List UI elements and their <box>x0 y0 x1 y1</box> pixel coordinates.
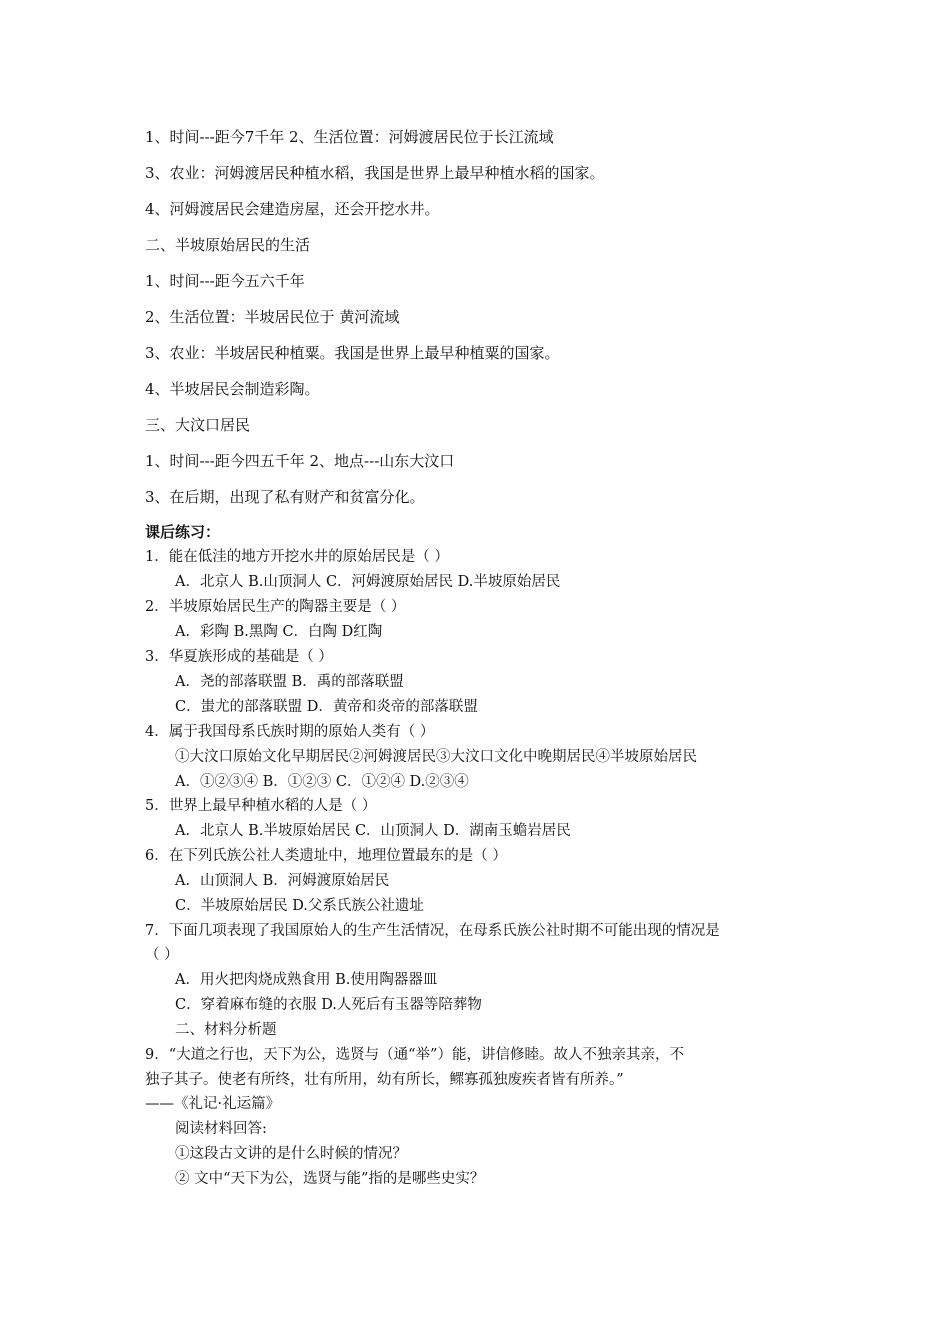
exercises-title: 课后练习： <box>145 523 221 541</box>
section-2-heading: 二、材料分析题 <box>175 1022 277 1038</box>
q1-stem: 1．能在低洼的地方开挖水井的原始居民是（ ） <box>145 549 449 565</box>
q6-options-2: C．半坡原始居民 D.父系氏族公社遗址 <box>175 898 424 914</box>
q4-items: ①大汶口原始文化早期居民②河姆渡居民③大汶口文化中晚期居民④半坡原始居民 <box>175 749 697 765</box>
q9-sub-question-1: ①这段古文讲的是什么时候的情况？ <box>175 1146 407 1162</box>
q9-quote-line-1: 9．“大道之行也，天下为公，选贤与（通“举”）能，讲信修睦。故人不独亲其亲，不 <box>145 1047 684 1063</box>
q3-stem: 3．华夏族形成的基础是（ ） <box>145 649 333 665</box>
banpo-line-1: 1、时间---距今五六千年 <box>145 272 305 290</box>
q9-quote-line-2: 独子其子。使老有所终，壮有所用，幼有所长，鳏寡孤独废疾者皆有所养。” <box>145 1072 624 1088</box>
q9-source: ——《礼记·礼运篇》 <box>145 1096 281 1112</box>
q2-options: A．彩陶 B.黑陶 C．白陶 D红陶 <box>175 624 383 640</box>
q9-sub-question-2: ② 文中“天下为公，选贤与能”指的是哪些史实？ <box>175 1171 485 1187</box>
q1-options: A．北京人 B.山顶洞人 C．河姆渡原始居民 D.半坡原始居民 <box>175 574 561 590</box>
dawenkou-line-1: 1、时间---距今四五千年 2、地点---山东大汶口 <box>145 452 455 470</box>
q3-options-2: C．蚩尤的部落联盟 D．黄帝和炎帝的部落联盟 <box>175 699 478 715</box>
q5-stem: 5．世界上最早种植水稻的人是（ ） <box>145 798 377 814</box>
q2-stem: 2．半坡原始居民生产的陶器主要是（ ） <box>145 599 406 615</box>
banpo-line-3: 3、农业：半坡居民种植粟。我国是世界上最早种植粟的国家。 <box>145 344 560 362</box>
q7-paren: （ ） <box>145 947 179 963</box>
hemudu-line-1: 1、时间---距今7千年 2、生活位置：河姆渡居民位于长江流域 <box>145 128 554 146</box>
q3-options-1: A．尧的部落联盟 B．禹的部落联盟 <box>175 674 404 690</box>
q5-options: A．北京人 B.半坡原始居民 C．山顶洞人 D．湖南玉蟾岩居民 <box>175 823 571 839</box>
banpo-line-4: 4、半坡居民会制造彩陶。 <box>145 380 320 398</box>
hemudu-line-3: 4、河姆渡居民会建造房屋，还会开挖水井。 <box>145 200 440 218</box>
dawenkou-heading: 三、大汶口居民 <box>145 416 251 434</box>
q9-prompt: 阅读材料回答: <box>175 1121 267 1137</box>
q4-stem: 4．属于我国母系氏族时期的原始人类有（ ） <box>145 724 435 740</box>
q7-stem: 7．下面几项表现了我国原始人的生产生活情况，在母系氏族公社时期不可能出现的情况是 <box>145 923 720 939</box>
q7-options-2: C．穿着麻布缝的衣服 D.人死后有玉器等陪葬物 <box>175 997 482 1013</box>
banpo-heading: 二、半坡原始居民的生活 <box>145 236 311 254</box>
q4-options: A．①②③④ B．①②③ C．①②④ D.②③④ <box>175 774 469 790</box>
hemudu-line-2: 3、农业：河姆渡居民种植水稻，我国是世界上最早种植水稻的国家。 <box>145 164 605 182</box>
dawenkou-line-2: 3、在后期，出现了私有财产和贫富分化。 <box>145 488 425 506</box>
q6-stem: 6．在下列氏族公社人类遗址中，地理位置最东的是（ ） <box>145 848 507 864</box>
q6-options-1: A．山顶洞人 B．河姆渡原始居民 <box>175 873 390 889</box>
q7-options-1: A．用火把肉烧成熟食用 B.使用陶器器皿 <box>175 972 438 988</box>
banpo-line-2: 2、生活位置：半坡居民位于 黄河流域 <box>145 308 400 326</box>
